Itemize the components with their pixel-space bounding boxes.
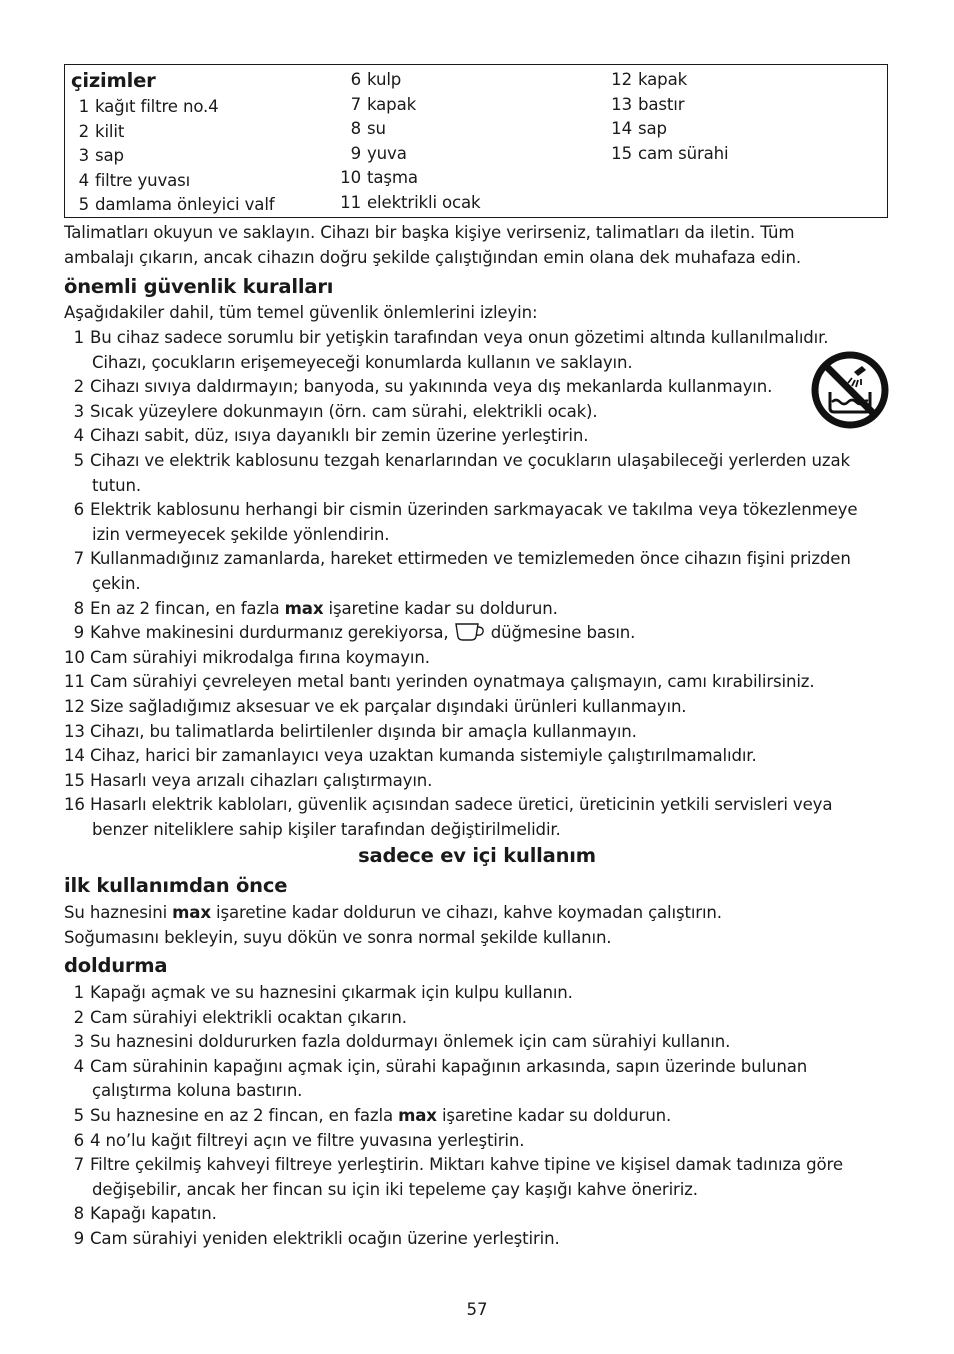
parts-box <box>64 64 888 218</box>
part-item: 6 kulp <box>350 70 402 89</box>
part-item: 1 kağıt filtre no.4 <box>78 97 219 116</box>
part-item: 7 kapak <box>350 94 417 114</box>
page-number: 57 <box>466 1300 488 1319</box>
before-use-heading: ilk kullanımdan önce <box>64 874 288 897</box>
list-item: 15 Hasarlı veya arızalı cihazları çalıştırmayın. <box>64 770 433 790</box>
list-item: 2 Cam sürahiyi elektrikli ocaktan çıkarın. <box>73 1007 407 1027</box>
intro-line-1: Talimatları okuyun ve saklayın. Cihazı bir başka kişiye verirseniz, talimatları da iletin. Tüm <box>64 223 795 242</box>
list-item: 4 Cam sürahinin kapağını açmak için, sürahi kapağının arkasında, sapın üzerinde bulunan çalıştırma koluna bastırın. <box>73 1056 808 1101</box>
list-item: 5 Cihazı ve elektrik kablosunu tezgah kenarlarından ve çocukların ulaşabileceği yerlerden uzak tutun. <box>73 450 850 495</box>
part-item: 14 sap <box>611 119 667 139</box>
list-item: 14 Cihaz, harici bir zamanlayıcı veya uzaktan kumanda sistemiyle çalıştırılmamalıdır. <box>64 746 757 766</box>
list-item: 9 Kahve makinesini durdurmanız gerekiyorsa, düğmesine basın. <box>73 623 636 643</box>
list-item: 7 Kullanmadığınız zamanlarda, hareket ettirmeden ve temizlemeden önce cihazın fişini prizden çekin. <box>73 549 851 593</box>
list-item: 8 Kapağı kapatın. <box>73 1204 217 1224</box>
safety-lead: Aşağıdakiler dahil, tüm temel güvenlik önlemlerini izleyin: <box>64 303 538 322</box>
part-item: 8 su <box>350 119 386 139</box>
cup-button-icon <box>454 622 486 642</box>
list-item: 10 Cam sürahiyi mikrodalga fırına koymayın. <box>64 647 430 667</box>
part-item: 11 elektrikli ocak <box>340 192 481 212</box>
intro-line-2: ambalajı çıkarın, ancak cihazın doğru şekilde çalıştığından emin olana dek muhafaza edin. <box>64 248 801 267</box>
filling-list <box>64 981 894 1252</box>
list-item: 3 Sıcak yüzeylere dokunmayın (örn. cam sürahi, elektrikli ocak). <box>73 401 598 421</box>
safety-heading: önemli güvenlik kuralları <box>64 275 334 298</box>
part-item: 13 bastır <box>611 94 685 114</box>
list-item: 12 Size sağladığımız aksesuar ve ek parçalar dışındaki ürünleri kullanmayın. <box>64 696 687 716</box>
no-water-immersion-icon <box>810 350 890 430</box>
list-item: 11 Cam sürahiyi çevreleyen metal bantı yerinden oynatmaya çalışmayın, camı kırabilirsiniz. <box>64 672 815 692</box>
list-item: 16 Hasarlı elektrik kabloları, güvenlik açısından sadece üretici, üreticinin yetkili servisleri veya benzer niteliklere sahip kişiler tarafından değiştirilmelidir. <box>64 795 833 839</box>
list-item: 1 Bu cihaz sadece sorumlu bir yetişkin tarafından veya onun gözetimi altında kullanılmalıdır. Cihazı, çocukların erişemeyeceği konumlarda kullanın ve saklayın. <box>73 328 829 372</box>
part-item: 15 cam sürahi <box>611 143 729 163</box>
safety-list <box>64 326 894 842</box>
list-item: 9 Cam sürahiyi yeniden elektrikli ocağın üzerine yerleştirin. <box>73 1228 560 1248</box>
list-item: 5 Su haznesine en az 2 fincan, en fazla max işaretine kadar su doldurun. <box>73 1105 672 1125</box>
list-item: 8 En az 2 fincan, en fazla max işaretine kadar su doldurun. <box>73 598 558 618</box>
before-use-line-2: Soğumasını bekleyin, suyu dökün ve sonra normal şekilde kullanın. <box>64 928 612 947</box>
parts-title: çizimler <box>71 69 156 92</box>
list-item: 7 Filtre çekilmiş kahveyi filtreye yerleştirin. Miktarı kahve tipine ve kişisel damak tadınıza göre değişebilir, ancak her fincan su için iki tepeleme çay kaşığı kahve öneririz. <box>73 1155 843 1199</box>
list-item: 3 Su haznesini doldururken fazla doldurmayı önlemek için cam sürahiyi kullanın. <box>73 1032 731 1052</box>
parts-column-3 <box>611 68 729 166</box>
list-item: 1 Kapağı açmak ve su haznesini çıkarmak için kulpu kullanın. <box>73 983 573 1002</box>
list-item: 4 Cihazı sabit, düz, ısıya dayanıklı bir zemin üzerine yerleştirin. <box>73 426 589 446</box>
part-item: 5 damlama önleyici valf <box>78 195 275 215</box>
part-item: 9 yuva <box>350 143 407 163</box>
filling-heading: doldurma <box>64 954 168 977</box>
parts-column-2 <box>337 68 481 216</box>
before-use-line-1: Su haznesini max işaretine kadar doldurun ve cihazı, kahve koymadan çalıştırın. <box>64 903 722 922</box>
list-item: 13 Cihazı, bu talimatlarda belirtilenler dışında bir amaçla kullanmayın. <box>64 721 637 741</box>
part-item: 4 filtre yuvası <box>78 170 191 190</box>
list-item: 2 Cihazı sıvıya daldırmayın; banyoda, su yakınında veya dış mekanlarda kullanmayın. <box>73 377 773 397</box>
list-item: 6 4 no’lu kağıt filtreyi açın ve filtre yuvasına yerleştirin. <box>73 1130 525 1150</box>
part-item: 2 kilit <box>78 121 125 141</box>
part-item: 12 kapak <box>611 70 688 89</box>
household-use-heading: sadece ev içi kullanım <box>358 844 596 867</box>
part-item: 10 taşma <box>340 168 418 188</box>
parts-column-1 <box>71 95 274 218</box>
part-item: 3 sap <box>78 146 124 166</box>
list-item: 6 Elektrik kablosunu herhangi bir cismin üzerinden sarkmayacak ve takılma veya tökezlenmeye izin vermeyecek şekilde yönlendirin. <box>73 500 858 544</box>
